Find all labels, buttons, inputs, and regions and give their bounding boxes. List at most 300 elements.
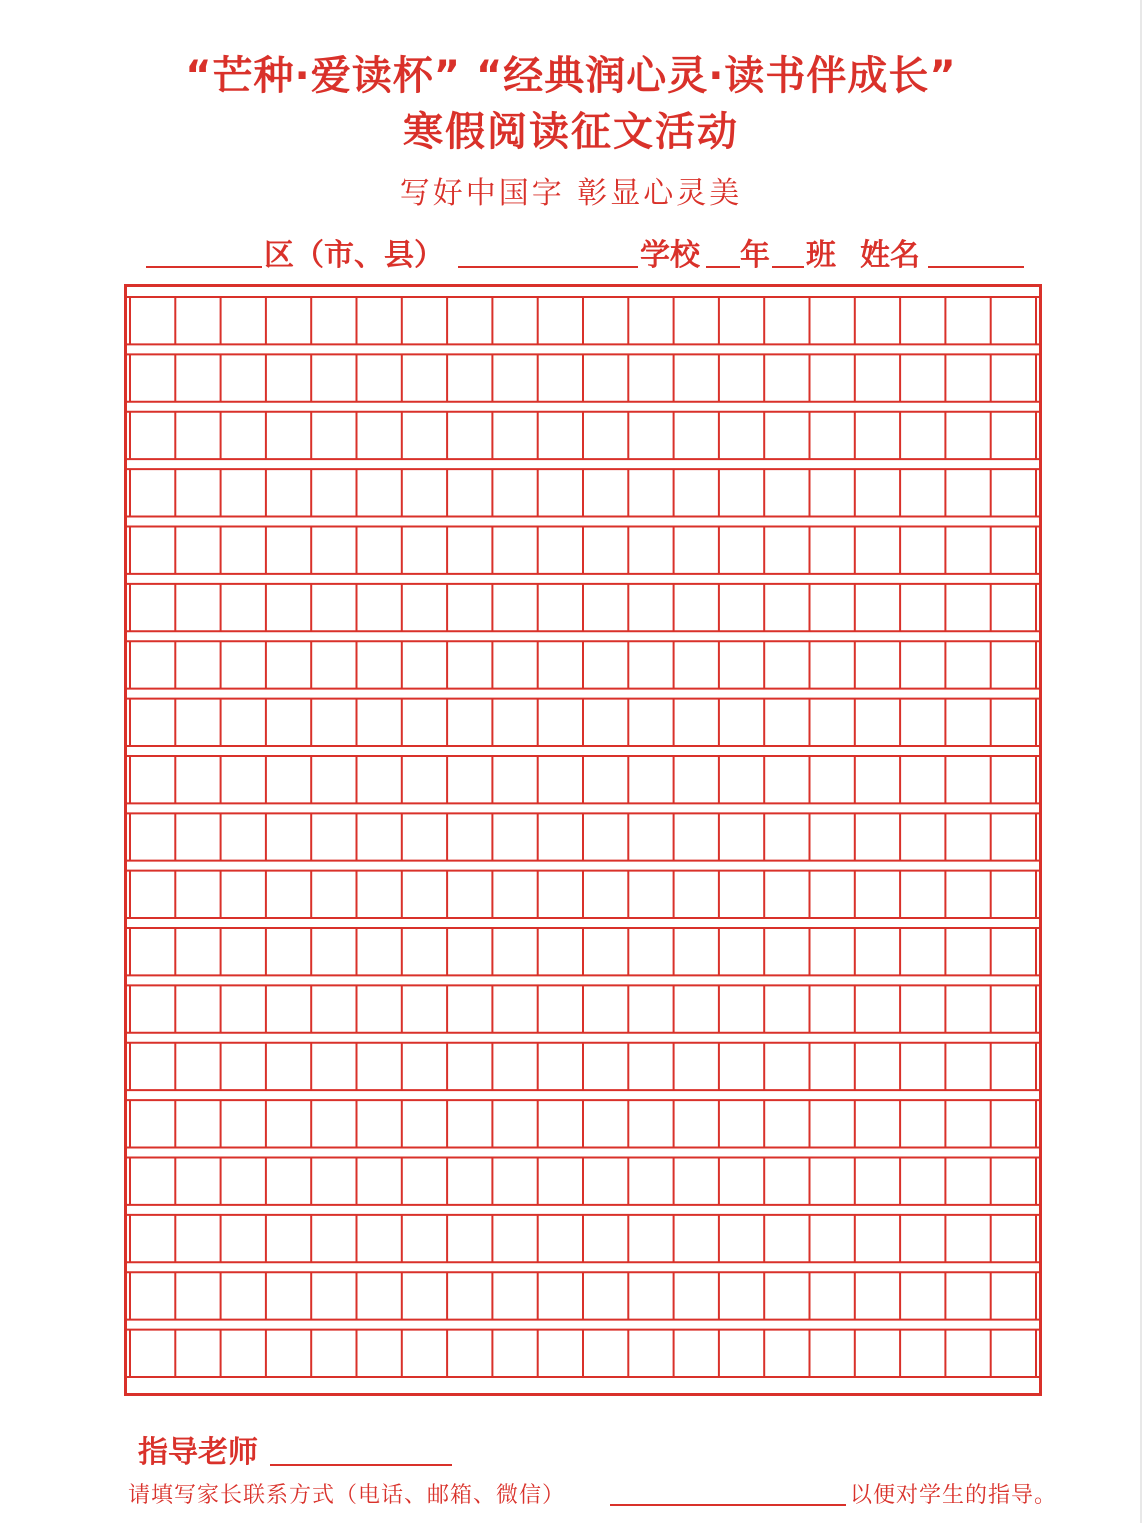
grid-cell[interactable] [992, 585, 1035, 630]
grid-cell[interactable] [901, 700, 944, 745]
grid-cell[interactable] [539, 1273, 582, 1318]
grid-cell[interactable] [267, 1331, 310, 1376]
grid-cell[interactable] [267, 355, 310, 400]
grid-cell[interactable] [131, 757, 174, 802]
grid-cell[interactable] [448, 757, 491, 802]
grid-cell[interactable] [131, 1216, 174, 1261]
grid-cell[interactable] [403, 470, 446, 515]
grid-cell[interactable] [312, 757, 355, 802]
grid-cell[interactable] [811, 1044, 854, 1089]
grid-cell[interactable] [720, 413, 763, 458]
grid-cell[interactable] [675, 1331, 718, 1376]
grid-cell[interactable] [222, 1159, 265, 1204]
grid-cell[interactable] [584, 872, 627, 917]
grid-cell[interactable] [358, 298, 401, 343]
grid-cell[interactable] [448, 470, 491, 515]
grid-cell[interactable] [811, 413, 854, 458]
grid-cell[interactable] [222, 929, 265, 974]
grid-cell[interactable] [403, 527, 446, 572]
grid-cell[interactable] [358, 872, 401, 917]
grid-cell[interactable] [131, 298, 174, 343]
grid-cell[interactable] [901, 1159, 944, 1204]
grid-cell[interactable] [584, 1216, 627, 1261]
grid-cell[interactable] [811, 1101, 854, 1146]
grid-cell[interactable] [448, 1044, 491, 1089]
grid-cell[interactable] [946, 1159, 989, 1204]
grid-cell[interactable] [131, 642, 174, 687]
grid-cell[interactable] [176, 585, 219, 630]
grid-cell[interactable] [222, 1331, 265, 1376]
grid-cell[interactable] [992, 470, 1035, 515]
grid-cell[interactable] [811, 986, 854, 1031]
grid-cell[interactable] [675, 1044, 718, 1089]
grid-cell[interactable] [222, 700, 265, 745]
grid-cell[interactable] [811, 1331, 854, 1376]
grid-cell[interactable] [176, 355, 219, 400]
grid-cell[interactable] [765, 986, 808, 1031]
grid-cell[interactable] [946, 642, 989, 687]
grid-cell[interactable] [856, 700, 899, 745]
grid-cell[interactable] [267, 929, 310, 974]
grid-cell[interactable] [720, 1101, 763, 1146]
grid-cell[interactable] [358, 1331, 401, 1376]
grid-cell[interactable] [131, 872, 174, 917]
grid-cell[interactable] [675, 700, 718, 745]
grid-cell[interactable] [765, 814, 808, 859]
grid-cell[interactable] [675, 1159, 718, 1204]
grid-cell[interactable] [675, 1216, 718, 1261]
grid-cell[interactable] [720, 700, 763, 745]
grid-cell[interactable] [901, 872, 944, 917]
grid-cell[interactable] [448, 929, 491, 974]
grid-cell[interactable] [856, 757, 899, 802]
grid-cell[interactable] [176, 1216, 219, 1261]
grid-cell[interactable] [222, 413, 265, 458]
grid-cell[interactable] [765, 1331, 808, 1376]
grid-cell[interactable] [584, 298, 627, 343]
grid-cell[interactable] [448, 298, 491, 343]
grid-cell[interactable] [629, 413, 672, 458]
grid-cell[interactable] [312, 1044, 355, 1089]
grid-cell[interactable] [720, 642, 763, 687]
grid-cell[interactable] [720, 1044, 763, 1089]
grid-cell[interactable] [720, 470, 763, 515]
grid-cell[interactable] [267, 1101, 310, 1146]
school-blank[interactable] [458, 266, 638, 268]
grid-cell[interactable] [992, 527, 1035, 572]
grid-cell[interactable] [493, 1273, 536, 1318]
grid-cell[interactable] [765, 700, 808, 745]
grid-cell[interactable] [811, 298, 854, 343]
grid-cell[interactable] [448, 1273, 491, 1318]
grid-cell[interactable] [493, 298, 536, 343]
grid-cell[interactable] [176, 298, 219, 343]
grid-cell[interactable] [176, 1331, 219, 1376]
grid-cell[interactable] [358, 814, 401, 859]
grid-cell[interactable] [539, 1331, 582, 1376]
grid-cell[interactable] [946, 814, 989, 859]
grid-cell[interactable] [675, 527, 718, 572]
grid-cell[interactable] [765, 470, 808, 515]
grid-cell[interactable] [946, 1101, 989, 1146]
grid-cell[interactable] [448, 986, 491, 1031]
grid-cell[interactable] [946, 413, 989, 458]
grid-cell[interactable] [176, 814, 219, 859]
grid-cell[interactable] [629, 355, 672, 400]
grid-cell[interactable] [675, 470, 718, 515]
grid-cell[interactable] [493, 814, 536, 859]
grid-cell[interactable] [946, 298, 989, 343]
grid-cell[interactable] [629, 757, 672, 802]
grid-cell[interactable] [992, 1159, 1035, 1204]
grid-cell[interactable] [493, 1044, 536, 1089]
grid-cell[interactable] [856, 527, 899, 572]
grid-cell[interactable] [675, 929, 718, 974]
grid-cell[interactable] [901, 1044, 944, 1089]
grid-cell[interactable] [856, 929, 899, 974]
grid-cell[interactable] [358, 986, 401, 1031]
grid-cell[interactable] [901, 929, 944, 974]
grid-cell[interactable] [539, 814, 582, 859]
grid-cell[interactable] [765, 1044, 808, 1089]
grid-cell[interactable] [176, 527, 219, 572]
grid-cell[interactable] [856, 1273, 899, 1318]
grid-cell[interactable] [131, 527, 174, 572]
grid-cell[interactable] [448, 1331, 491, 1376]
grid-cell[interactable] [765, 1273, 808, 1318]
grid-cell[interactable] [448, 642, 491, 687]
grid-cell[interactable] [312, 298, 355, 343]
grid-cell[interactable] [992, 929, 1035, 974]
grid-cell[interactable] [312, 986, 355, 1031]
grid-cell[interactable] [493, 1331, 536, 1376]
grid-cell[interactable] [992, 1331, 1035, 1376]
grid-cell[interactable] [312, 872, 355, 917]
grid-cell[interactable] [222, 814, 265, 859]
grid-cell[interactable] [811, 1216, 854, 1261]
grid-cell[interactable] [765, 929, 808, 974]
grid-cell[interactable] [176, 929, 219, 974]
grid-cell[interactable] [493, 413, 536, 458]
grid-cell[interactable] [403, 298, 446, 343]
grid-cell[interactable] [584, 585, 627, 630]
grid-cell[interactable] [267, 814, 310, 859]
grid-cell[interactable] [358, 1101, 401, 1146]
grid-cell[interactable] [448, 585, 491, 630]
grid-cell[interactable] [675, 757, 718, 802]
grid-cell[interactable] [539, 1044, 582, 1089]
grid-cell[interactable] [675, 413, 718, 458]
grid-cell[interactable] [856, 872, 899, 917]
grid-cell[interactable] [856, 986, 899, 1031]
grid-cell[interactable] [901, 1216, 944, 1261]
grid-cell[interactable] [312, 413, 355, 458]
grid-cell[interactable] [946, 355, 989, 400]
grid-cell[interactable] [312, 355, 355, 400]
grid-cell[interactable] [720, 527, 763, 572]
grid-cell[interactable] [222, 1044, 265, 1089]
grid-cell[interactable] [448, 1216, 491, 1261]
grid-cell[interactable] [765, 1101, 808, 1146]
grid-cell[interactable] [946, 1273, 989, 1318]
grid-cell[interactable] [720, 1331, 763, 1376]
writing-grid[interactable] [127, 287, 1039, 1393]
grid-cell[interactable] [131, 1044, 174, 1089]
grid-cell[interactable] [403, 413, 446, 458]
grid-cell[interactable] [765, 757, 808, 802]
grid-cell[interactable] [901, 1101, 944, 1146]
grid-cell[interactable] [811, 470, 854, 515]
grid-cell[interactable] [403, 986, 446, 1031]
grid-cell[interactable] [403, 1331, 446, 1376]
grid-cell[interactable] [493, 470, 536, 515]
grid-cell[interactable] [811, 757, 854, 802]
grid-cell[interactable] [584, 470, 627, 515]
grid-cell[interactable] [312, 1216, 355, 1261]
grid-cell[interactable] [358, 413, 401, 458]
grid-cell[interactable] [358, 470, 401, 515]
grid-cell[interactable] [539, 1101, 582, 1146]
grid-cell[interactable] [946, 986, 989, 1031]
grid-cell[interactable] [584, 929, 627, 974]
grid-cell[interactable] [675, 642, 718, 687]
grid-cell[interactable] [629, 1159, 672, 1204]
grid-cell[interactable] [946, 1044, 989, 1089]
grid-cell[interactable] [176, 986, 219, 1031]
grid-cell[interactable] [448, 355, 491, 400]
grid-cell[interactable] [358, 527, 401, 572]
grid-cell[interactable] [856, 585, 899, 630]
grid-cell[interactable] [358, 757, 401, 802]
grid-cell[interactable] [539, 527, 582, 572]
grid-cell[interactable] [629, 1044, 672, 1089]
grid-cell[interactable] [629, 527, 672, 572]
grid-cell[interactable] [131, 986, 174, 1031]
grid-cell[interactable] [811, 355, 854, 400]
grid-cell[interactable] [539, 642, 582, 687]
grid-cell[interactable] [992, 872, 1035, 917]
grid-cell[interactable] [584, 814, 627, 859]
grid-cell[interactable] [222, 986, 265, 1031]
grid-cell[interactable] [629, 1331, 672, 1376]
grid-cell[interactable] [629, 1273, 672, 1318]
grid-cell[interactable] [901, 1331, 944, 1376]
grid-cell[interactable] [992, 1216, 1035, 1261]
grid-cell[interactable] [901, 527, 944, 572]
grid-cell[interactable] [267, 298, 310, 343]
grid-cell[interactable] [267, 585, 310, 630]
grid-cell[interactable] [811, 814, 854, 859]
grid-cell[interactable] [856, 355, 899, 400]
grid-cell[interactable] [448, 700, 491, 745]
grid-cell[interactable] [584, 642, 627, 687]
grid-cell[interactable] [131, 1273, 174, 1318]
grid-cell[interactable] [539, 298, 582, 343]
grid-cell[interactable] [358, 1216, 401, 1261]
grid-cell[interactable] [131, 814, 174, 859]
grid-cell[interactable] [720, 872, 763, 917]
grid-cell[interactable] [856, 413, 899, 458]
grid-cell[interactable] [992, 814, 1035, 859]
grid-cell[interactable] [312, 470, 355, 515]
grid-cell[interactable] [176, 470, 219, 515]
grid-cell[interactable] [675, 814, 718, 859]
grid-cell[interactable] [312, 1159, 355, 1204]
grid-cell[interactable] [493, 527, 536, 572]
grid-cell[interactable] [629, 814, 672, 859]
grid-cell[interactable] [176, 642, 219, 687]
grid-cell[interactable] [584, 527, 627, 572]
grid-cell[interactable] [992, 413, 1035, 458]
grid-cell[interactable] [448, 872, 491, 917]
grid-cell[interactable] [675, 1273, 718, 1318]
grid-cell[interactable] [856, 1101, 899, 1146]
grid-cell[interactable] [312, 585, 355, 630]
grid-cell[interactable] [946, 757, 989, 802]
contact-blank[interactable] [610, 1504, 846, 1506]
grid-cell[interactable] [493, 929, 536, 974]
grid-cell[interactable] [176, 1044, 219, 1089]
grid-cell[interactable] [720, 1159, 763, 1204]
grid-cell[interactable] [131, 585, 174, 630]
grid-cell[interactable] [901, 413, 944, 458]
grid-cell[interactable] [312, 527, 355, 572]
grid-cell[interactable] [584, 700, 627, 745]
grid-cell[interactable] [811, 700, 854, 745]
grid-cell[interactable] [629, 700, 672, 745]
grid-cell[interactable] [992, 1273, 1035, 1318]
grid-cell[interactable] [222, 757, 265, 802]
grid-cell[interactable] [403, 585, 446, 630]
grid-cell[interactable] [539, 1159, 582, 1204]
grid-cell[interactable] [267, 1044, 310, 1089]
grid-cell[interactable] [811, 642, 854, 687]
grid-cell[interactable] [403, 872, 446, 917]
teacher-blank[interactable] [270, 1464, 452, 1466]
grid-cell[interactable] [584, 1159, 627, 1204]
grid-cell[interactable] [222, 355, 265, 400]
grid-cell[interactable] [493, 757, 536, 802]
grid-cell[interactable] [720, 1273, 763, 1318]
grid-cell[interactable] [267, 470, 310, 515]
grid-cell[interactable] [856, 1159, 899, 1204]
grid-cell[interactable] [992, 757, 1035, 802]
grid-cell[interactable] [856, 642, 899, 687]
grid-cell[interactable] [267, 1216, 310, 1261]
grid-cell[interactable] [765, 527, 808, 572]
grid-cell[interactable] [358, 642, 401, 687]
grid-cell[interactable] [811, 527, 854, 572]
grid-cell[interactable] [176, 700, 219, 745]
class-blank[interactable] [772, 266, 804, 268]
grid-cell[interactable] [675, 355, 718, 400]
grid-cell[interactable] [901, 986, 944, 1031]
grid-cell[interactable] [131, 470, 174, 515]
district-blank[interactable] [146, 266, 262, 268]
grid-cell[interactable] [312, 1331, 355, 1376]
grid-cell[interactable] [403, 814, 446, 859]
grid-cell[interactable] [584, 1273, 627, 1318]
grid-cell[interactable] [267, 1159, 310, 1204]
grid-cell[interactable] [539, 757, 582, 802]
grid-cell[interactable] [992, 700, 1035, 745]
grid-cell[interactable] [856, 1216, 899, 1261]
grid-cell[interactable] [811, 872, 854, 917]
grid-cell[interactable] [901, 355, 944, 400]
grid-cell[interactable] [176, 872, 219, 917]
grid-cell[interactable] [131, 1331, 174, 1376]
grid-cell[interactable] [539, 413, 582, 458]
grid-cell[interactable] [448, 1101, 491, 1146]
grid-cell[interactable] [629, 298, 672, 343]
grid-cell[interactable] [267, 642, 310, 687]
grid-cell[interactable] [629, 986, 672, 1031]
grid-cell[interactable] [493, 1101, 536, 1146]
grid-cell[interactable] [539, 1216, 582, 1261]
grid-cell[interactable] [901, 585, 944, 630]
grid-cell[interactable] [448, 413, 491, 458]
grid-cell[interactable] [765, 642, 808, 687]
grid-cell[interactable] [539, 986, 582, 1031]
grid-cell[interactable] [539, 470, 582, 515]
grid-cell[interactable] [629, 642, 672, 687]
grid-cell[interactable] [584, 757, 627, 802]
grid-cell[interactable] [403, 929, 446, 974]
grid-cell[interactable] [493, 355, 536, 400]
grid-cell[interactable] [629, 1101, 672, 1146]
grid-cell[interactable] [312, 1101, 355, 1146]
grid-cell[interactable] [403, 1101, 446, 1146]
grid-cell[interactable] [765, 1159, 808, 1204]
grid-cell[interactable] [629, 585, 672, 630]
grid-cell[interactable] [358, 585, 401, 630]
grid-cell[interactable] [720, 986, 763, 1031]
grid-cell[interactable] [584, 1101, 627, 1146]
grid-cell[interactable] [992, 1101, 1035, 1146]
grid-cell[interactable] [629, 1216, 672, 1261]
grid-cell[interactable] [946, 929, 989, 974]
grid-cell[interactable] [358, 1273, 401, 1318]
grid-cell[interactable] [901, 642, 944, 687]
grid-cell[interactable] [811, 929, 854, 974]
grid-cell[interactable] [176, 1101, 219, 1146]
grid-cell[interactable] [131, 355, 174, 400]
grid-cell[interactable] [403, 700, 446, 745]
grade-blank[interactable] [706, 266, 740, 268]
grid-cell[interactable] [312, 814, 355, 859]
grid-cell[interactable] [584, 355, 627, 400]
grid-cell[interactable] [856, 1044, 899, 1089]
grid-cell[interactable] [222, 1101, 265, 1146]
grid-cell[interactable] [720, 757, 763, 802]
grid-cell[interactable] [765, 413, 808, 458]
grid-cell[interactable] [584, 1331, 627, 1376]
grid-cell[interactable] [901, 298, 944, 343]
grid-cell[interactable] [992, 1044, 1035, 1089]
grid-cell[interactable] [358, 355, 401, 400]
grid-cell[interactable] [312, 1273, 355, 1318]
grid-cell[interactable] [448, 527, 491, 572]
grid-cell[interactable] [267, 1273, 310, 1318]
grid-cell[interactable] [856, 470, 899, 515]
grid-cell[interactable] [946, 585, 989, 630]
grid-cell[interactable] [992, 642, 1035, 687]
grid-cell[interactable] [222, 872, 265, 917]
grid-cell[interactable] [222, 298, 265, 343]
grid-cell[interactable] [675, 298, 718, 343]
grid-cell[interactable] [176, 413, 219, 458]
grid-cell[interactable] [675, 872, 718, 917]
